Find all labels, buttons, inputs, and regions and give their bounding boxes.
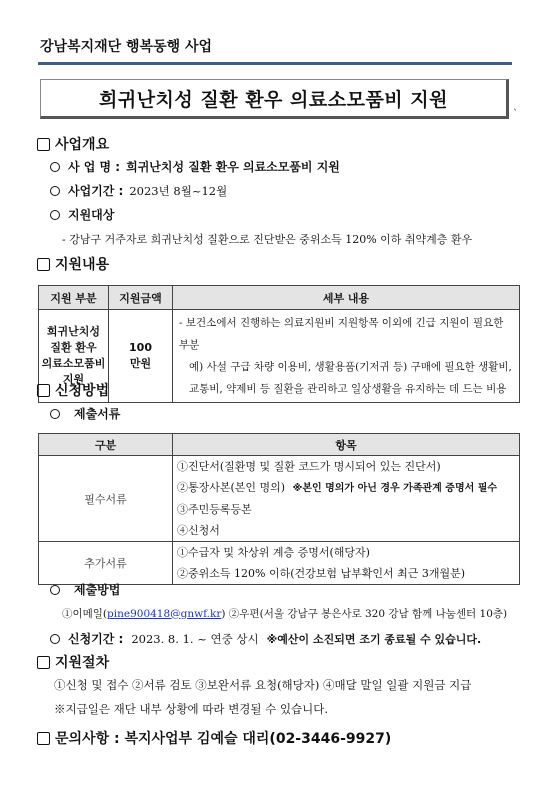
- apply-period-note: ※예산이 소진되면 조기 종료될 수 있습니다.: [266, 632, 482, 646]
- section-procedure-heading: [37, 652, 109, 672]
- email-link[interactable]: pine900418@gnwf.kr: [107, 607, 222, 620]
- support-details-cell: [173, 310, 520, 403]
- overview-period-label: 사업기간 :: [68, 184, 124, 198]
- required-doc-item: ③주민등록등본: [177, 503, 252, 516]
- support-col-category: 지원 부분: [39, 286, 109, 310]
- square-bullet-icon: [37, 258, 50, 271]
- required-doc-item: ④신청서: [177, 524, 220, 537]
- section-support-heading: [37, 254, 109, 274]
- support-col-amount: 지원금액: [109, 286, 173, 310]
- apply-period-line: [50, 630, 481, 647]
- required-doc-row: [177, 477, 515, 499]
- section-overview-title: 사업개요: [55, 137, 110, 153]
- required-doc-item: ②통장사본(본인 명의): [177, 481, 286, 494]
- section-support-title: 지원내용: [55, 257, 110, 273]
- table-row: [39, 542, 520, 585]
- method-prefix: ①이메일(: [62, 608, 108, 620]
- support-detail-line: 교통비, 약제비 등 질환을 관리하고 일상생활을 유지하는 데 드는 비용: [189, 383, 507, 395]
- required-doc-item: ①진단서(질환명 및 질환 코드가 명시되어 있는 진단서): [177, 460, 441, 473]
- procedure-note: ※지급일은 재단 내부 상황에 따라 변경될 수 있습니다.: [54, 702, 329, 716]
- circle-bullet-icon: [50, 409, 60, 419]
- section-apply-heading: [37, 380, 109, 400]
- overview-period-line: [50, 182, 227, 199]
- circle-bullet-icon: [50, 162, 60, 172]
- overview-name-line: [50, 158, 340, 175]
- circle-bullet-icon: [50, 634, 60, 644]
- circle-bullet-icon: [50, 585, 60, 595]
- apply-period-label: 신청기간 :: [68, 632, 124, 646]
- method-suffix: ) ②우편(서울 강남구 봉은사로 320 강남 함께 나눔센터 10층): [221, 608, 508, 620]
- page-title: 희귀난치성 질환 환우 의료소모품비 지원: [99, 88, 448, 111]
- required-docs-cell: [173, 456, 520, 542]
- section-procedure-title: 지원절차: [55, 655, 110, 671]
- procedure-steps: ①신청 및 접수 ②서류 검토 ③보완서류 요청(해당자) ④매달 말일 일괄 지원금 지급: [54, 678, 472, 692]
- required-docs-label: 필수서류: [39, 456, 173, 542]
- apply-method-detail: [62, 606, 507, 621]
- support-table-row: [39, 310, 520, 403]
- apply-method-line: [50, 581, 120, 598]
- support-amount-cell: [109, 310, 173, 403]
- support-detail-line: 예) 사설 구급 차량 이용비, 생활용품(기저귀 등) 구매에 필요한 생활비,: [189, 361, 512, 373]
- tick-mark: ˎ: [513, 100, 518, 111]
- title-box: [40, 79, 509, 119]
- required-doc-note: ※본인 명의가 아닌 경우 가족관계 증명서 필수: [292, 483, 498, 494]
- support-category-line: 의료소모품비: [41, 357, 106, 370]
- extra-doc-item: ②중위소득 120% 이하(건강보험 납부확인서 최근 3개월분): [177, 567, 466, 580]
- overview-period-value: 2023년 8월~12월: [129, 183, 228, 198]
- org-title: 강남복지재단 행복동행 사업: [40, 39, 213, 55]
- support-table-header: [39, 286, 520, 310]
- overview-target-label: 지원대상: [68, 208, 115, 222]
- support-category-line: 질환 환우: [50, 341, 97, 354]
- documents-col-type: 구분: [39, 434, 173, 456]
- support-amount-line: 100: [129, 341, 152, 354]
- org-underline: [38, 62, 512, 65]
- support-detail-line: - 보건소에서 진행하는 의료지원비 지원항목 이외에 긴급 지원이 필요한 부분: [179, 317, 504, 351]
- support-col-details: 세부 내용: [173, 286, 520, 310]
- extra-doc-item: ①수급자 및 차상위 계층 증명서(해당자): [177, 546, 370, 559]
- apply-method-label: 제출방법: [74, 583, 121, 597]
- overview-target-value: - 강남구 거주자로 희귀난치성 질환으로 진단받은 중위소득 120% 이하 취약계층 환우: [62, 233, 473, 246]
- apply-docs-line: [50, 405, 120, 422]
- apply-docs-label: 제출서류: [74, 407, 121, 421]
- support-category-line: 희귀난치성: [46, 325, 101, 338]
- apply-period-value: 2023. 8. 1. ~ 연중 상시: [131, 631, 259, 646]
- square-bullet-icon: [37, 732, 50, 745]
- circle-bullet-icon: [50, 210, 60, 220]
- contact-text: 문의사항 : 복지사업부 김예슬 대리(02-3446-9927): [55, 731, 392, 747]
- documents-table-header: [39, 434, 520, 456]
- support-amount-line: 만원: [129, 357, 152, 370]
- square-bullet-icon: [37, 656, 50, 669]
- extra-docs-label: 추가서류: [39, 542, 173, 585]
- circle-bullet-icon: [50, 186, 60, 196]
- section-apply-title: 신청방법: [55, 383, 110, 399]
- overview-target-line: [50, 206, 114, 223]
- documents-col-items: 항목: [173, 434, 520, 456]
- table-row: [39, 456, 520, 542]
- documents-table: [38, 433, 520, 585]
- square-bullet-icon: [37, 138, 50, 151]
- overview-name-label: 사 업 명 :: [68, 160, 121, 174]
- overview-name-value: 희귀난치성 질환 환우 의료소모품비 지원: [126, 160, 340, 174]
- contact-line: [37, 728, 391, 748]
- support-category-line: 지원: [62, 373, 85, 386]
- square-bullet-icon: [37, 384, 50, 397]
- extra-docs-cell: [173, 542, 520, 585]
- section-overview-heading: [37, 134, 109, 154]
- support-table: [38, 285, 520, 403]
